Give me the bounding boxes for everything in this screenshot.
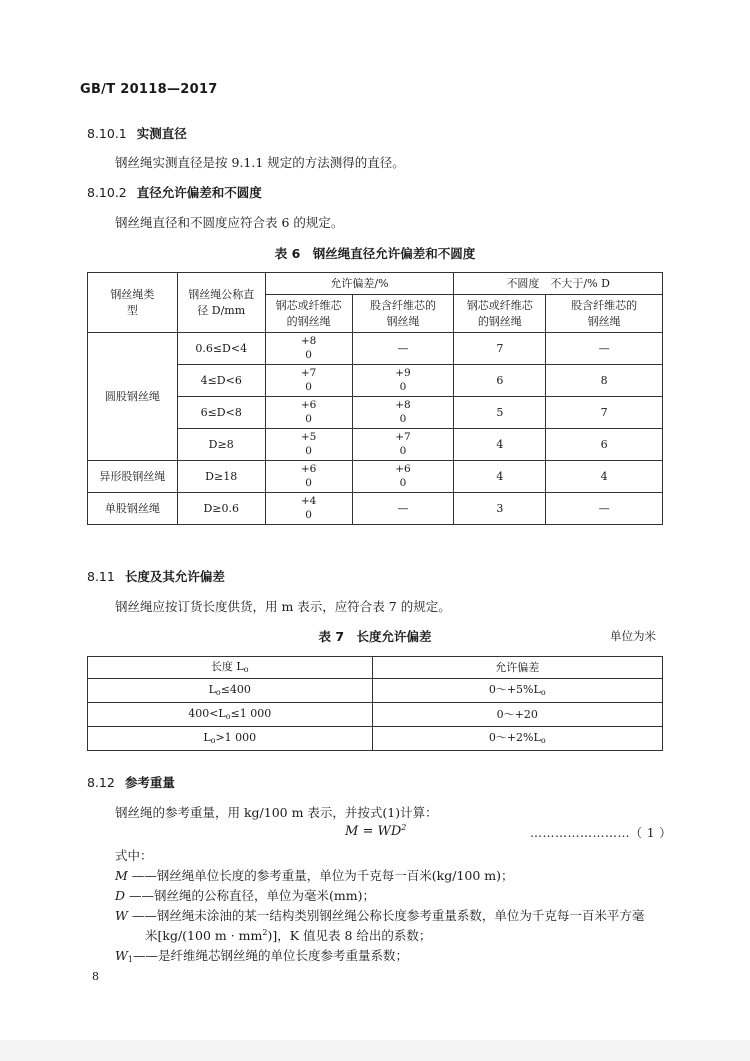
paragraph: 钢丝绳的参考重量，用 kg/100 m 表示，并按式(1)计算： — [115, 805, 438, 820]
diameter-range: 4≤D<6 — [177, 365, 265, 397]
table-row — [88, 679, 663, 703]
section-title: 实测直径 — [136, 126, 187, 141]
subheader-steel-fiber-core: 钢芯或纤维芯的钢丝绳 — [265, 295, 352, 333]
tolerance-cell: +8 0 — [265, 333, 352, 365]
table-row — [88, 493, 663, 525]
diameter-range: D≥0.6 — [177, 493, 265, 525]
ovality-cell: 5 — [454, 397, 546, 429]
ovality-cell: 4 — [454, 461, 546, 493]
tolerance-cell: — — [352, 493, 454, 525]
table-row — [88, 727, 663, 751]
rope-type-cell: 异形股钢丝绳 — [88, 461, 178, 493]
section-number: 8.12 — [87, 775, 115, 790]
length-cell: $L_o\le 400$ — [88, 679, 373, 703]
header-rope-type: 钢丝绳类型 — [88, 273, 178, 333]
tolerance-cell: +5 0 — [265, 429, 352, 461]
tolerance-cell: $0\sim+2\%L_o$ — [372, 727, 662, 751]
tolerance-cell: 0～+20 — [372, 703, 662, 727]
section-heading — [87, 183, 262, 201]
length-cell: $L_o>1$ 000 — [88, 727, 373, 751]
tolerance-cell: +6 0 — [352, 461, 454, 493]
section-heading — [87, 124, 187, 142]
rope-type-cell: 圆股钢丝绳 — [88, 333, 178, 461]
definition-continuation: 米[kg/(100 $m \cdot mm^2$)]，K 值见表 8 给出的系数； — [145, 928, 432, 943]
header-length: 长度 $L_o$ — [88, 657, 373, 679]
definition-item: $W_1——$是纤维绳芯钢丝绳的单位长度参考重量系数； — [115, 948, 408, 964]
section-number: 8.11 — [87, 569, 115, 584]
tolerance-cell: — — [352, 333, 454, 365]
section-title: 参考重量 — [124, 775, 175, 790]
page-number: 8 — [92, 970, 99, 983]
paragraph: 钢丝绳直径和不圆度应符合表 6 的规定。 — [115, 215, 344, 230]
tolerance-cell: +8 0 — [352, 397, 454, 429]
tolerance-cell: $0\sim+5\%L_o$ — [372, 679, 662, 703]
tolerance-cell: +6 0 — [265, 461, 352, 493]
table-row — [88, 333, 663, 365]
tolerance-cell: +7 0 — [352, 429, 454, 461]
tolerance-cell: +4 0 — [265, 493, 352, 525]
subheader-steel-fiber-core: 钢芯或纤维芯的钢丝绳 — [454, 295, 546, 333]
table-row — [88, 461, 663, 493]
section-heading — [87, 773, 175, 791]
length-cell: $400<L_o\le 1$ 000 — [88, 703, 373, 727]
tolerance-cell: +6 0 — [265, 397, 352, 429]
tolerance-cell: +7 0 — [265, 365, 352, 397]
ovality-cell: 6 — [546, 429, 663, 461]
subheader-fiber-core-strand: 股含纤维芯的钢丝绳 — [352, 295, 454, 333]
header-tolerance: 允许偏差 — [372, 657, 662, 679]
table-7 — [87, 656, 663, 751]
definitions-intro: 式中： — [115, 848, 153, 863]
formula: $M = WD^2$ — [345, 823, 407, 839]
rope-type-cell: 单股钢丝绳 — [88, 493, 178, 525]
diameter-range: 6≤D<8 — [177, 397, 265, 429]
ovality-cell: — — [546, 333, 663, 365]
ovality-cell: 3 — [454, 493, 546, 525]
page-bottom-edge — [0, 1040, 750, 1061]
standard-code: GB/T 20118—2017 — [80, 82, 218, 97]
ovality-cell: 7 — [454, 333, 546, 365]
ovality-cell: 7 — [546, 397, 663, 429]
tolerance-cell: +9 0 — [352, 365, 454, 397]
section-number: 8.10.2 — [87, 185, 127, 200]
diameter-range: D≥8 — [177, 429, 265, 461]
table-row — [88, 703, 663, 727]
ovality-cell: — — [546, 493, 663, 525]
section-heading — [87, 567, 225, 585]
header-nominal-diameter: 钢丝绳公称直径 D/mm — [177, 273, 265, 333]
ovality-cell: 8 — [546, 365, 663, 397]
definition-item: W ——钢丝绳未涂油的某一结构类别钢丝绳公称长度参考重量系数，单位为千克每一百米平方毫 — [115, 908, 645, 923]
table-6 — [87, 272, 663, 525]
table-7-title: 表 7 长度允许偏差 — [318, 629, 432, 644]
header-tolerance: 允许偏差/% — [265, 273, 454, 295]
section-title: 直径允许偏差和不圆度 — [136, 185, 262, 200]
subheader-fiber-core-strand: 股含纤维芯的钢丝绳 — [546, 295, 663, 333]
table-6-title: 表 6 钢丝绳直径允许偏差和不圆度 — [274, 246, 476, 261]
definition-item: M ——钢丝绳单位长度的参考重量，单位为千克每一百米(kg/100 m)； — [115, 868, 514, 883]
diameter-range: D≥18 — [177, 461, 265, 493]
definition-item: D ——钢丝绳的公称直径，单位为毫米(mm)； — [115, 888, 375, 903]
ovality-cell: 4 — [546, 461, 663, 493]
section-number: 8.10.1 — [87, 126, 127, 141]
formula-number: ……………………（ 1 ） — [530, 826, 672, 840]
ovality-cell: 6 — [454, 365, 546, 397]
table-7-unit: 单位为米 — [610, 629, 656, 643]
paragraph: 钢丝绳应按订货长度供货，用 m 表示，应符合表 7 的规定。 — [115, 599, 451, 614]
ovality-cell: 4 — [454, 429, 546, 461]
diameter-range: 0.6≤D<4 — [177, 333, 265, 365]
header-ovality: 不圆度 不大于/% D — [454, 273, 663, 295]
section-title: 长度及其允许偏差 — [124, 569, 225, 584]
paragraph: 钢丝绳实测直径是按 9.1.1 规定的方法测得的直径。 — [115, 155, 405, 170]
